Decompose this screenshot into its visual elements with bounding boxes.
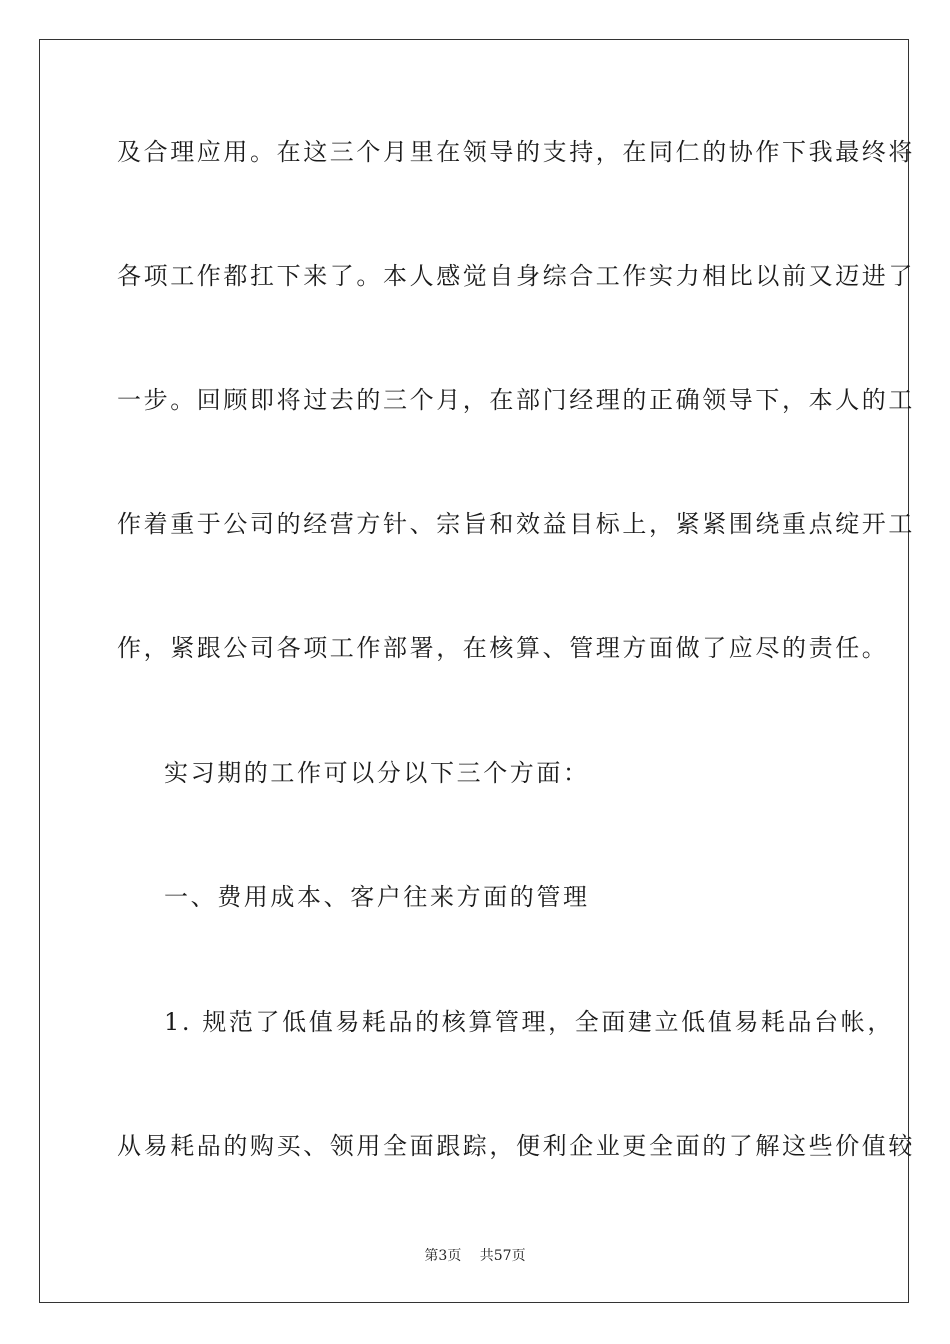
body-text-line: 作着重于公司的经营方针、宗旨和效益目标上，紧紧围绕重点绽开工 bbox=[117, 510, 915, 538]
page-frame bbox=[39, 39, 915, 1303]
section-heading: 一、费用成本、客户往来方面的管理 bbox=[164, 883, 590, 911]
page-number-footer: 第3页 共57页 bbox=[424, 1248, 526, 1264]
body-text-line: 从易耗品的购买、领用全面跟踪，便利企业更全面的了解这些价值较 bbox=[117, 1132, 915, 1160]
body-text-line: 各项工作都扛下来了。本人感觉自身综合工作实力相比以前又迈进了 bbox=[117, 262, 915, 290]
paragraph-intro: 实习期的工作可以分以下三个方面： bbox=[164, 759, 590, 787]
body-text-line: 作，紧跟公司各项工作部署，在核算、管理方面做了应尽的责任。 bbox=[117, 634, 889, 662]
body-text-line: 及合理应用。在这三个月里在领导的支持，在同仁的协作下我最终将 bbox=[117, 138, 915, 166]
list-item-text: 1. 规范了低值易耗品的核算管理，全面建立低值易耗品台帐， bbox=[164, 1008, 894, 1036]
body-text-line: 一步。回顾即将过去的三个月，在部门经理的正确领导下，本人的工 bbox=[117, 386, 915, 414]
